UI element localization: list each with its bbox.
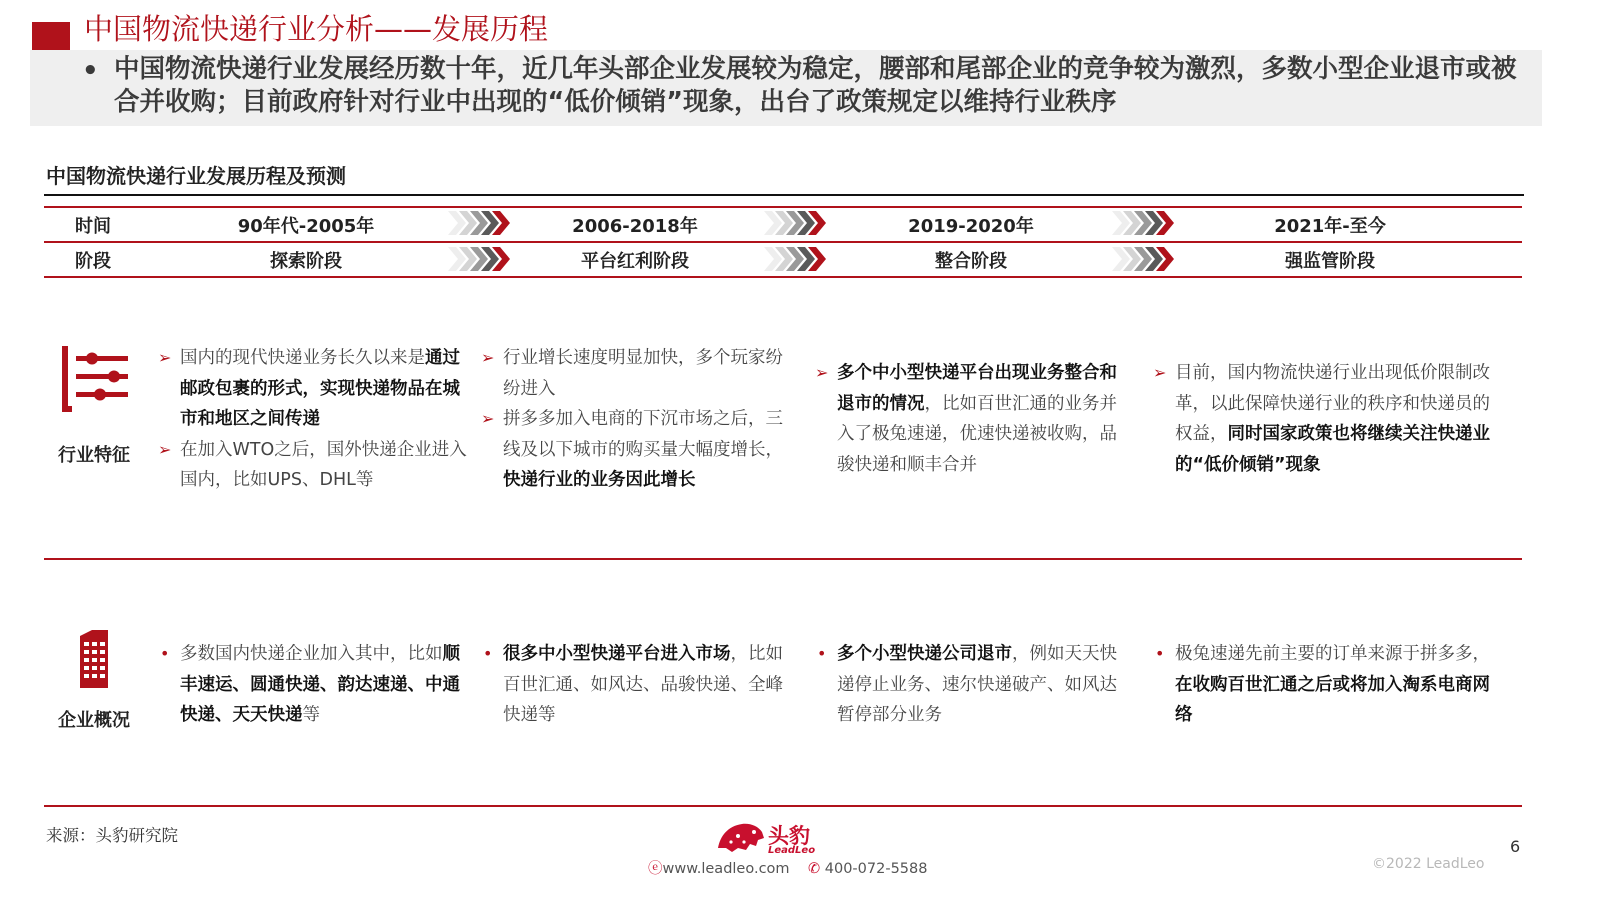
bullet-item: ➢ 拼多多加入电商的下沉市场之后，三线及以下城市的购买量大幅度增长，快递行业的业务因此增长 bbox=[481, 404, 793, 496]
stage-label: 整合阶段 bbox=[935, 251, 1007, 272]
feature-col-3 bbox=[815, 358, 1127, 480]
bullet-item: ➢ 国内的现代快递业务长久以来是通过邮政包裹的形式，实现快递物品在城市和地区之间传递 bbox=[158, 343, 470, 435]
chart-title: 中国物流快递行业发展历程及预测 bbox=[46, 164, 346, 188]
phone-number: 400-072-5588 bbox=[824, 861, 928, 877]
row-divider bbox=[44, 558, 1522, 560]
chevron-right-icon: ➢ bbox=[815, 363, 829, 382]
office-building-icon bbox=[74, 630, 114, 688]
period-label: 2021年-至今 bbox=[1274, 216, 1386, 237]
feature-col-4 bbox=[1153, 358, 1493, 480]
copyright: ©2022 LeadLeo bbox=[1372, 856, 1485, 872]
chevron-arrows-icon bbox=[448, 246, 510, 272]
chevron-right-icon: ➢ bbox=[481, 409, 495, 428]
website-link[interactable]: www.leadleo.com bbox=[662, 861, 790, 877]
web-icon: ⓔ bbox=[648, 861, 663, 877]
contact-line bbox=[648, 857, 927, 878]
feature-col-2 bbox=[481, 343, 793, 496]
company-col-4 bbox=[1153, 639, 1498, 731]
settings-sliders-icon bbox=[58, 344, 132, 414]
bullet-dot-icon: • bbox=[483, 644, 493, 663]
chevron-arrows-icon bbox=[1112, 246, 1174, 272]
bullet-item: ➢ 行业增长速度明显加快，多个玩家纷纷进入 bbox=[481, 343, 793, 404]
chevron-right-icon: ➢ bbox=[158, 439, 172, 459]
period-label: 2006-2018年 bbox=[572, 216, 698, 237]
bullet-item: ➢ 目前，国内物流快递行业出现低价限制改革，以此保障快递行业的秩序和快递员的权益，同时国家政策也将继续关注快递业的“低价倾销”现象 bbox=[1153, 358, 1493, 480]
row-label-company: 企业概况 bbox=[58, 710, 130, 731]
logo-text-cn: 头豹 bbox=[768, 824, 810, 848]
bullet-item: • 多个小型快递公司退市，例如天天快递停止业务、速尔快递破产、如风达暂停部分业务 bbox=[815, 639, 1127, 731]
stage-label: 探索阶段 bbox=[270, 251, 342, 272]
bullet-item: ➢ 在加入WTO之后，国外快递企业进入国内，比如UPS、DHL等 bbox=[158, 435, 470, 496]
timeline-top-rule bbox=[44, 206, 1522, 208]
chevron-arrows-icon bbox=[448, 210, 510, 236]
bullet-item: • 多数国内快递企业加入其中，比如顺丰速运、圆通快递、韵达速递、中通快递、天天快递等 bbox=[158, 639, 470, 731]
stage-label: 平台红利阶段 bbox=[581, 251, 689, 272]
timeline-middle-rule bbox=[44, 241, 1522, 243]
source-note: 来源：头豹研究院 bbox=[46, 826, 178, 845]
chevron-right-icon: ➢ bbox=[481, 348, 495, 367]
bullet-item: • 很多中小型快递平台进入市场，比如百世汇通、如风达、品骏快递、全峰快递等 bbox=[481, 639, 793, 731]
bullet-item: ➢ 多个中小型快递平台出现业务整合和退市的情况，比如百世汇通的业务并入了极兔速递，优速快递被收购，品骏快递和顺丰合并 bbox=[815, 358, 1127, 480]
chevron-arrows-icon bbox=[1112, 210, 1174, 236]
row-label-feature: 行业特征 bbox=[58, 445, 130, 466]
chevron-right-icon: ➢ bbox=[1153, 363, 1167, 382]
footer-divider bbox=[44, 805, 1522, 807]
timeline-bottom-rule bbox=[44, 276, 1522, 278]
period-label: 2019-2020年 bbox=[908, 216, 1034, 237]
time-row-label: 时间 bbox=[75, 216, 111, 237]
phone-icon: ✆ bbox=[807, 861, 821, 877]
logo-text-en: LeadLeo bbox=[768, 845, 816, 856]
company-col-1 bbox=[158, 639, 470, 731]
feature-col-1 bbox=[158, 343, 470, 496]
chevron-arrows-icon bbox=[764, 210, 826, 236]
company-col-3 bbox=[815, 639, 1127, 731]
stage-row-label: 阶段 bbox=[75, 251, 111, 272]
chevron-arrows-icon bbox=[764, 246, 826, 272]
page-title: 中国物流快递行业分析——发展历程 bbox=[84, 12, 549, 46]
summary-bullet: • bbox=[82, 56, 99, 86]
stage-label: 强监管阶段 bbox=[1285, 251, 1375, 272]
period-label: 90年代-2005年 bbox=[237, 216, 375, 237]
title-divider bbox=[44, 194, 1524, 196]
bullet-dot-icon: • bbox=[1155, 644, 1165, 663]
bullet-dot-icon: • bbox=[160, 644, 170, 663]
page-number: 6 bbox=[1510, 837, 1521, 856]
company-col-2 bbox=[481, 639, 793, 731]
bullet-item: • 极兔速递先前主要的订单来源于拼多多，在收购百世汇通之后或将加入淘系电商网络 bbox=[1153, 639, 1498, 731]
chevron-right-icon: ➢ bbox=[158, 348, 172, 367]
bullet-dot-icon: • bbox=[817, 644, 827, 663]
leopard-logo-icon bbox=[716, 818, 766, 854]
summary-text: 中国物流快递行业发展经历数十年，近几年头部企业发展较为稳定，腰部和尾部企业的竞争较为激烈，多数小型企业退市或被合并收购；目前政府针对行业中出现的“低价倾销”现象，出台了政策规定以维持行业秩序 bbox=[114, 54, 1517, 117]
